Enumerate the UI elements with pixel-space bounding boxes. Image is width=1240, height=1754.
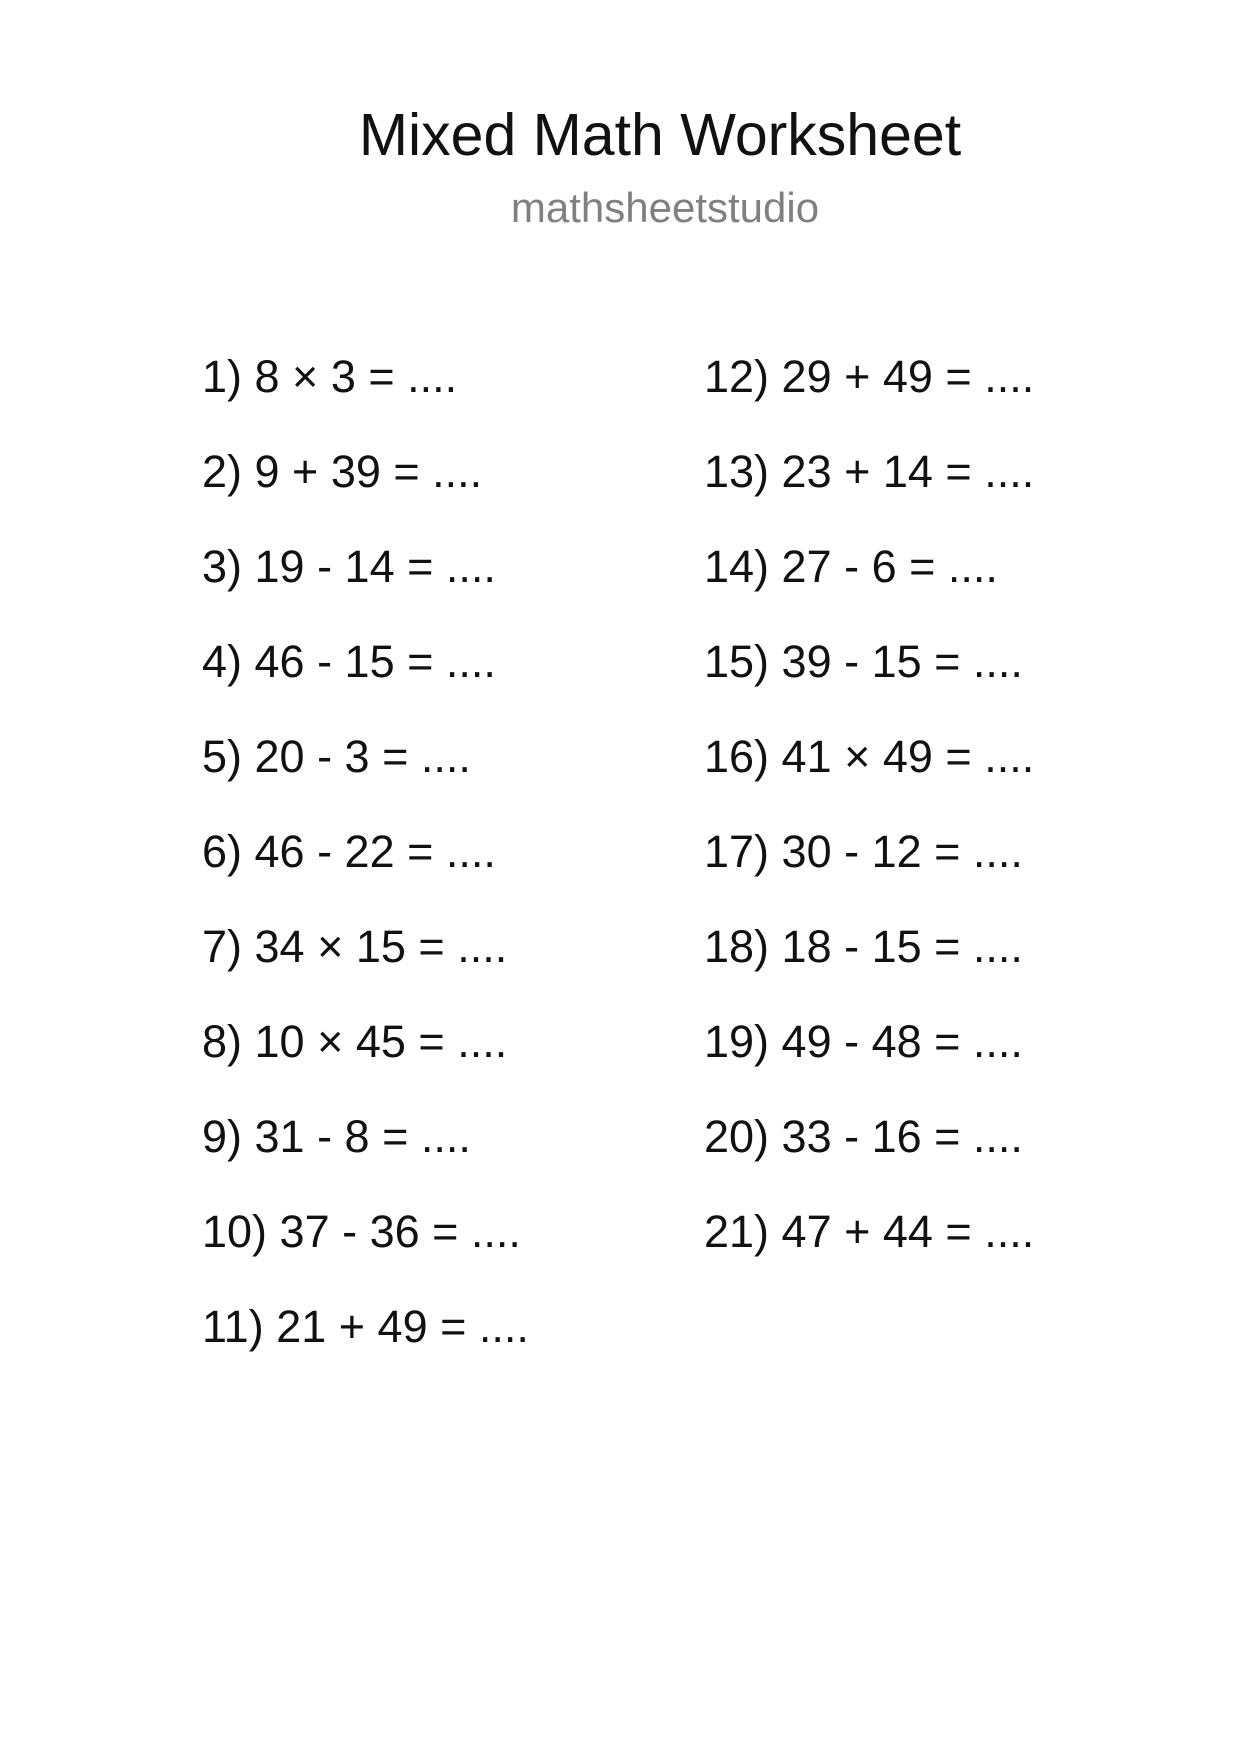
problem-6: 6) 46 - 22 = .... bbox=[202, 826, 496, 877]
problem-5: 5) 20 - 3 = .... bbox=[202, 731, 471, 782]
problem-17: 17) 30 - 12 = .... bbox=[704, 826, 1023, 877]
problem-list-right bbox=[704, 344, 1034, 1294]
problem-21: 21) 47 + 44 = .... bbox=[704, 1206, 1035, 1257]
problem-8: 8) 10 × 45 = .... bbox=[202, 1016, 508, 1067]
problem-1: 1) 8 × 3 = .... bbox=[202, 351, 458, 402]
problem-18: 18) 18 - 15 = .... bbox=[704, 921, 1023, 972]
worksheet-subtitle: mathsheetstudio bbox=[510, 184, 820, 231]
worksheet-title: Mixed Math Worksheet bbox=[358, 102, 962, 168]
problem-2: 2) 9 + 39 = .... bbox=[202, 446, 483, 497]
problem-20: 20) 33 - 16 = .... bbox=[704, 1111, 1023, 1162]
problem-12: 12) 29 + 49 = .... bbox=[704, 351, 1035, 402]
problem-13: 13) 23 + 14 = .... bbox=[704, 446, 1035, 497]
problem-7: 7) 34 × 15 = .... bbox=[202, 921, 508, 972]
problem-11: 11) 21 + 49 = .... bbox=[202, 1301, 529, 1352]
problem-15: 15) 39 - 15 = .... bbox=[704, 636, 1023, 687]
problem-19: 19) 49 - 48 = .... bbox=[704, 1016, 1023, 1067]
problem-4: 4) 46 - 15 = .... bbox=[202, 636, 496, 687]
problem-9: 9) 31 - 8 = .... bbox=[202, 1111, 471, 1162]
problem-list-left bbox=[202, 344, 529, 1389]
problem-16: 16) 41 × 49 = .... bbox=[704, 731, 1035, 782]
problem-3: 3) 19 - 14 = .... bbox=[202, 541, 496, 592]
problem-10: 10) 37 - 36 = .... bbox=[202, 1206, 521, 1257]
problem-14: 14) 27 - 6 = .... bbox=[704, 541, 998, 592]
